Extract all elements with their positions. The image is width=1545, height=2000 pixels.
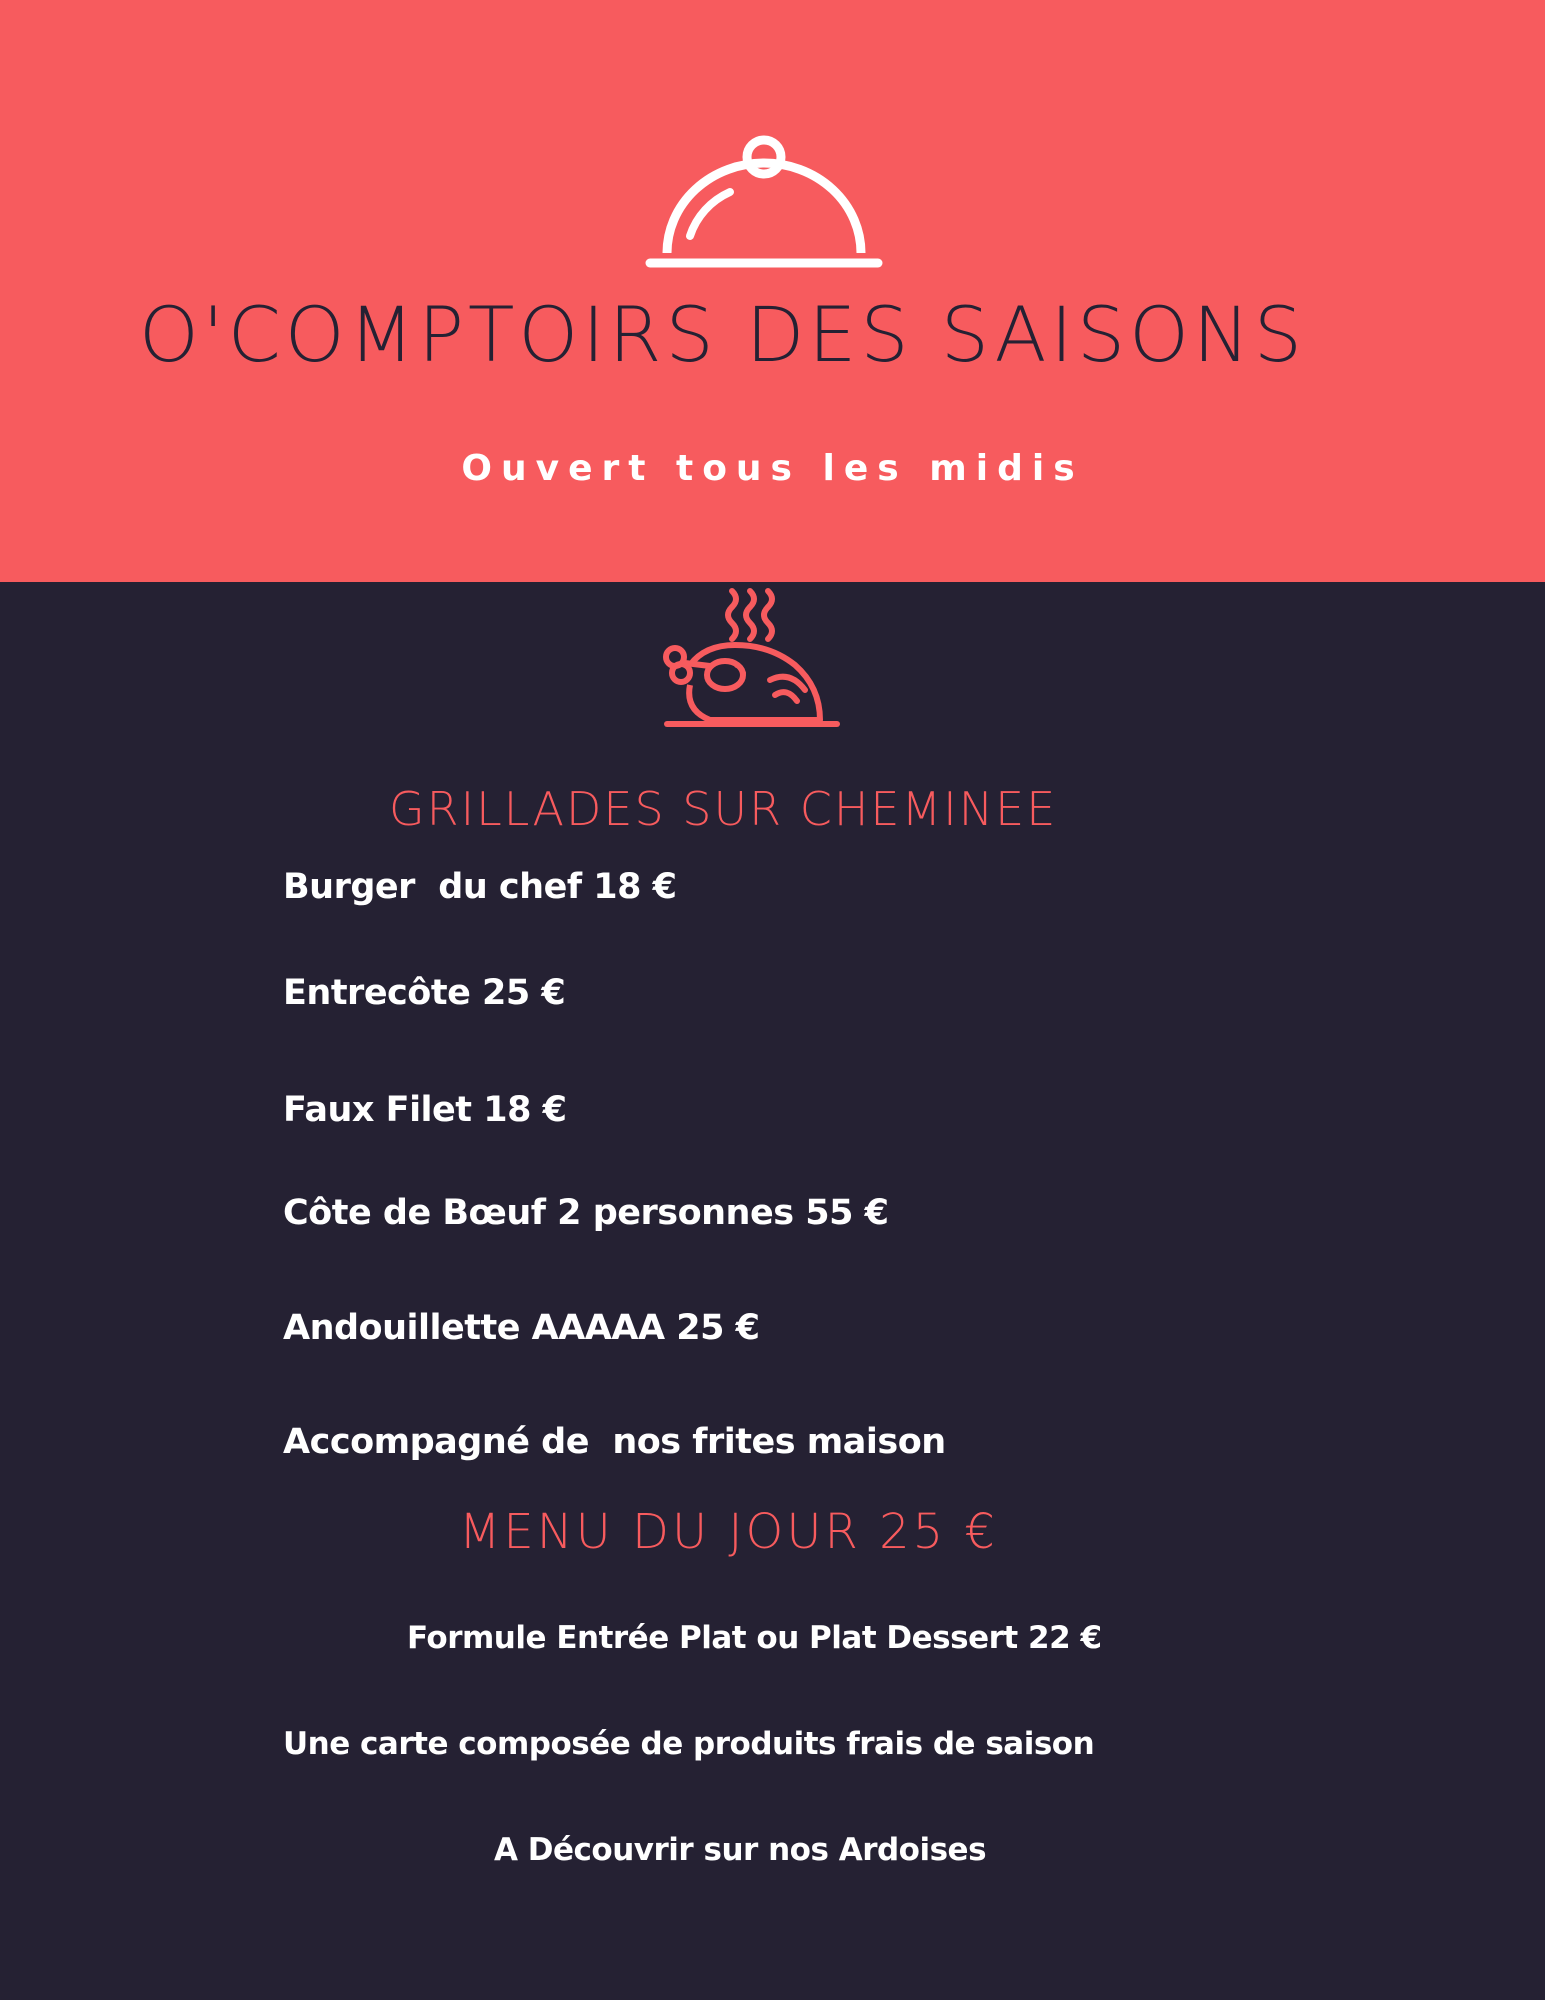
cloche-icon <box>645 130 883 270</box>
opening-hours-subtitle: Ouvert tous les midis <box>461 448 1084 489</box>
side-dish-note: Accompagné de nos frites maison <box>283 1422 946 1462</box>
menu-item-cote-de-boeuf: Côte de Bœuf 2 personnes 55 € <box>283 1193 889 1233</box>
page-title <box>0 290 1545 379</box>
header-banner <box>0 0 1545 582</box>
roast-chicken-icon <box>655 585 845 730</box>
menu-item-andouillette: Andouillette AAAAA 25 € <box>283 1308 760 1348</box>
formula-text: Formule Entrée Plat ou Plat Dessert 22 € <box>407 1620 1102 1656</box>
menu-item-burger: Burger du chef 18 € <box>283 867 677 907</box>
grill-section-heading: GRILLADES SUR CHEMINEE <box>389 782 1058 836</box>
ardoises-footer: A Découvrir sur nos Ardoises <box>494 1832 987 1868</box>
menu-item-faux-filet: Faux Filet 18 € <box>283 1090 567 1130</box>
menu-item-entrecote: Entrecôte 25 € <box>283 973 566 1013</box>
restaurant-name: O'COMPTOIRS DES SAISONS <box>138 290 1307 379</box>
menu-du-jour-heading: MENU DU JOUR 25 € <box>459 1504 998 1560</box>
seasonal-menu-note: Une carte composée de produits frais de saison <box>283 1726 1095 1762</box>
